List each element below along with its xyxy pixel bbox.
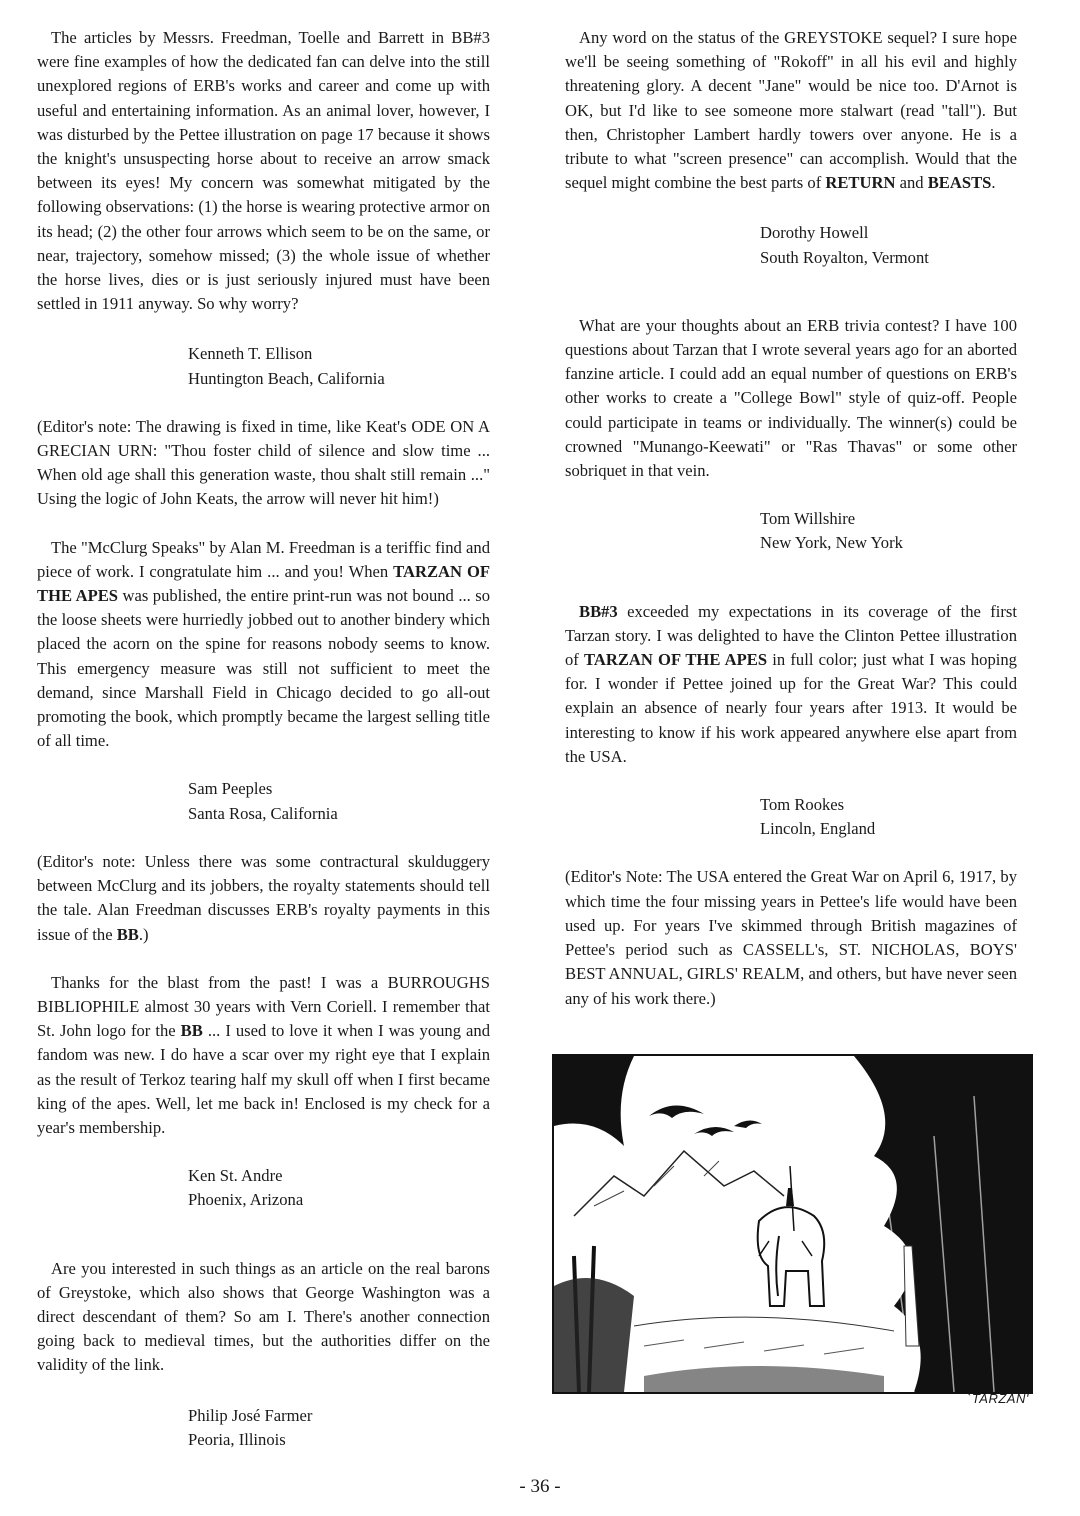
editor-note: (Editor's note: Unless there was some contractural skulduggery between McClurg and its jobbers, the royalty statements should tell the tale. Alan Freedman discusses ERB's royalty payments in this issue of the BB.) [37,851,490,944]
signature-place: Peoria, Illinois [188,1429,286,1449]
letter-willshire-text: What are your thoughts about an ERB trivia contest? I have 100 questions about Tarzan that I wrote several years ago for an aborted fanzine article. I could add an equal number of questions on ERB's other works to create a "College Bowl" style of quiz-off. People could participate in teams or individually. The winner(s) could be crowned "Munango-Keewati" or "Ras Thavas" or some other sobriquet in that vein. [565,315,1017,481]
letter-farmer-text: Are you interested in such things as an article on the real barons of Greystoke, which also shows that George Washington was a direct descendant of them? So am I. There's another connection going back to medieval times, but the authorities differ on the validity of the link. [37,1258,490,1375]
letter-text: The articles by Messrs. Freedman, Toelle and Barrett in BB#3 were fine examples of how the dedicated fan can delve into the still unexplored regions of ERB's works and career and come up with useful and entertaining information. As an animal lover, however, I was disturbed by the Pettee illustration on page 17 because it shows the knight's unsuspecting horse about to receive an arrow smack between its eyes! My concern was somewhat mitigated by the following observations: (1) the horse is wearing protective armor on its head; (2) the other four arrows which seem to be on the same, or near, trajectory, somehow missed; (3) the whole issue of whether the horse lives, dies or is just seriously injured must have been settled in 1911 anyway. So why worry? [37,28,490,314]
letter-standre-text: Thanks for the blast from the past! I was a BURROUGHS BIBLIOPHILE almost 30 years with Vern Coriell. I remember that St. John logo for the BB ... I used to love it when I was young and fandom was new. I do have a scar over my right eye that I explain as the result of Terkoz tearing half my skull off when I first became king of the apes. Well, let me back in! Enclosed is my check for a year's membership. [37,972,491,1137]
signature-name: Tom Rookes [760,795,845,815]
letter-ellison-text [37,26,490,316]
tarzan-illustration [552,1054,1033,1394]
letter-howell-text: Any word on the status of the GREYSTOKE sequel? I sure hope we'll be seeing something of "Rokoff" in all his evil and highly threatening glory. A decent "Jane" would be nice too. D'Arnot is OK, but I'd like to see someone more stalwart (read "tall"). But then, Christopher Lambert hardly towers over anyone. He is a tribute to what "screen presence" can accomplish. Would that the sequel might combine the best parts of RETURN and BEASTS. [565,28,1017,193]
book-title: TARZAN OF THE APES [37,561,490,606]
signature-place: Huntington Beach, California [188,368,385,388]
editor-note: (Editor's note: The drawing is fixed in time, like Keat's ODE ON A GRECIAN URN: "Thou foster child of silence and slow time ... When old age shall this generation waste, thou shalt still remain ..." Using the logic of John Keats, the arrow will never hit him!) [37,416,490,509]
right-column [565,26,1017,1011]
signature-name: Tom Willshire [760,509,856,529]
signature-name: Dorothy Howell [760,223,869,243]
signature-place: South Royalton, Vermont [760,247,929,267]
signature-name: Philip José Farmer [188,1405,313,1425]
signature-place: New York, New York [760,533,903,553]
signature-name: Kenneth T. Ellison [188,344,313,364]
signature-place: Lincoln, England [760,819,876,839]
jungle-scene-drawing [554,1056,1031,1392]
left-column [37,26,490,1452]
editor-note: (Editor's Note: The USA entered the Great War on April 6, 1917, by which time the four missing years in Pettee's life would have been used up. For years I've skimmed through British magazines of Pettee's period such as CASSELL's, ST. NICHOLAS, BOYS' BEST ANNUAL, GIRLS' REALM, and others, but have never seen any of his work there.) [565,867,1017,1008]
signature-name: Ken St. Andre [188,1166,283,1186]
signature-name: Sam Peeples [188,779,273,799]
page-number: - 36 - [519,1476,561,1497]
artist-signature: `TARZAN' [967,1391,1029,1406]
letter-rookes-text: BB#3 exceeded my expectations in its coverage of the first Tarzan story. I was delighted to have the Clinton Pettee illustration of TARZAN OF THE APES in full color; just what I was hoping for. I wonder if Pettee joined up for the Great War? This could explain an absence of nearly four years after 1913. It would be interesting to know if his work appeared anywhere else apart from the USA. [565,601,1017,766]
letter-peeples-text: The "McClurg Speaks" by Alan M. Freedman is a teriffic find and piece of work. I congratulate him ... and you! When TARZAN OF THE APES was published, the entire print-run was not bound ... so the loose sheets were hurriedly jobbed out to another bindery which placed the acorn on the spine for reasons nobody seems to know. This emergency measure was still not sufficient to meet the demand, since Marshall Field in Chicago decided to go all-out promoting the book, which promptly became the largest selling title of all time. [37,537,490,751]
signature-place: Santa Rosa, California [188,803,338,823]
signature-place: Phoenix, Arizona [188,1190,304,1210]
